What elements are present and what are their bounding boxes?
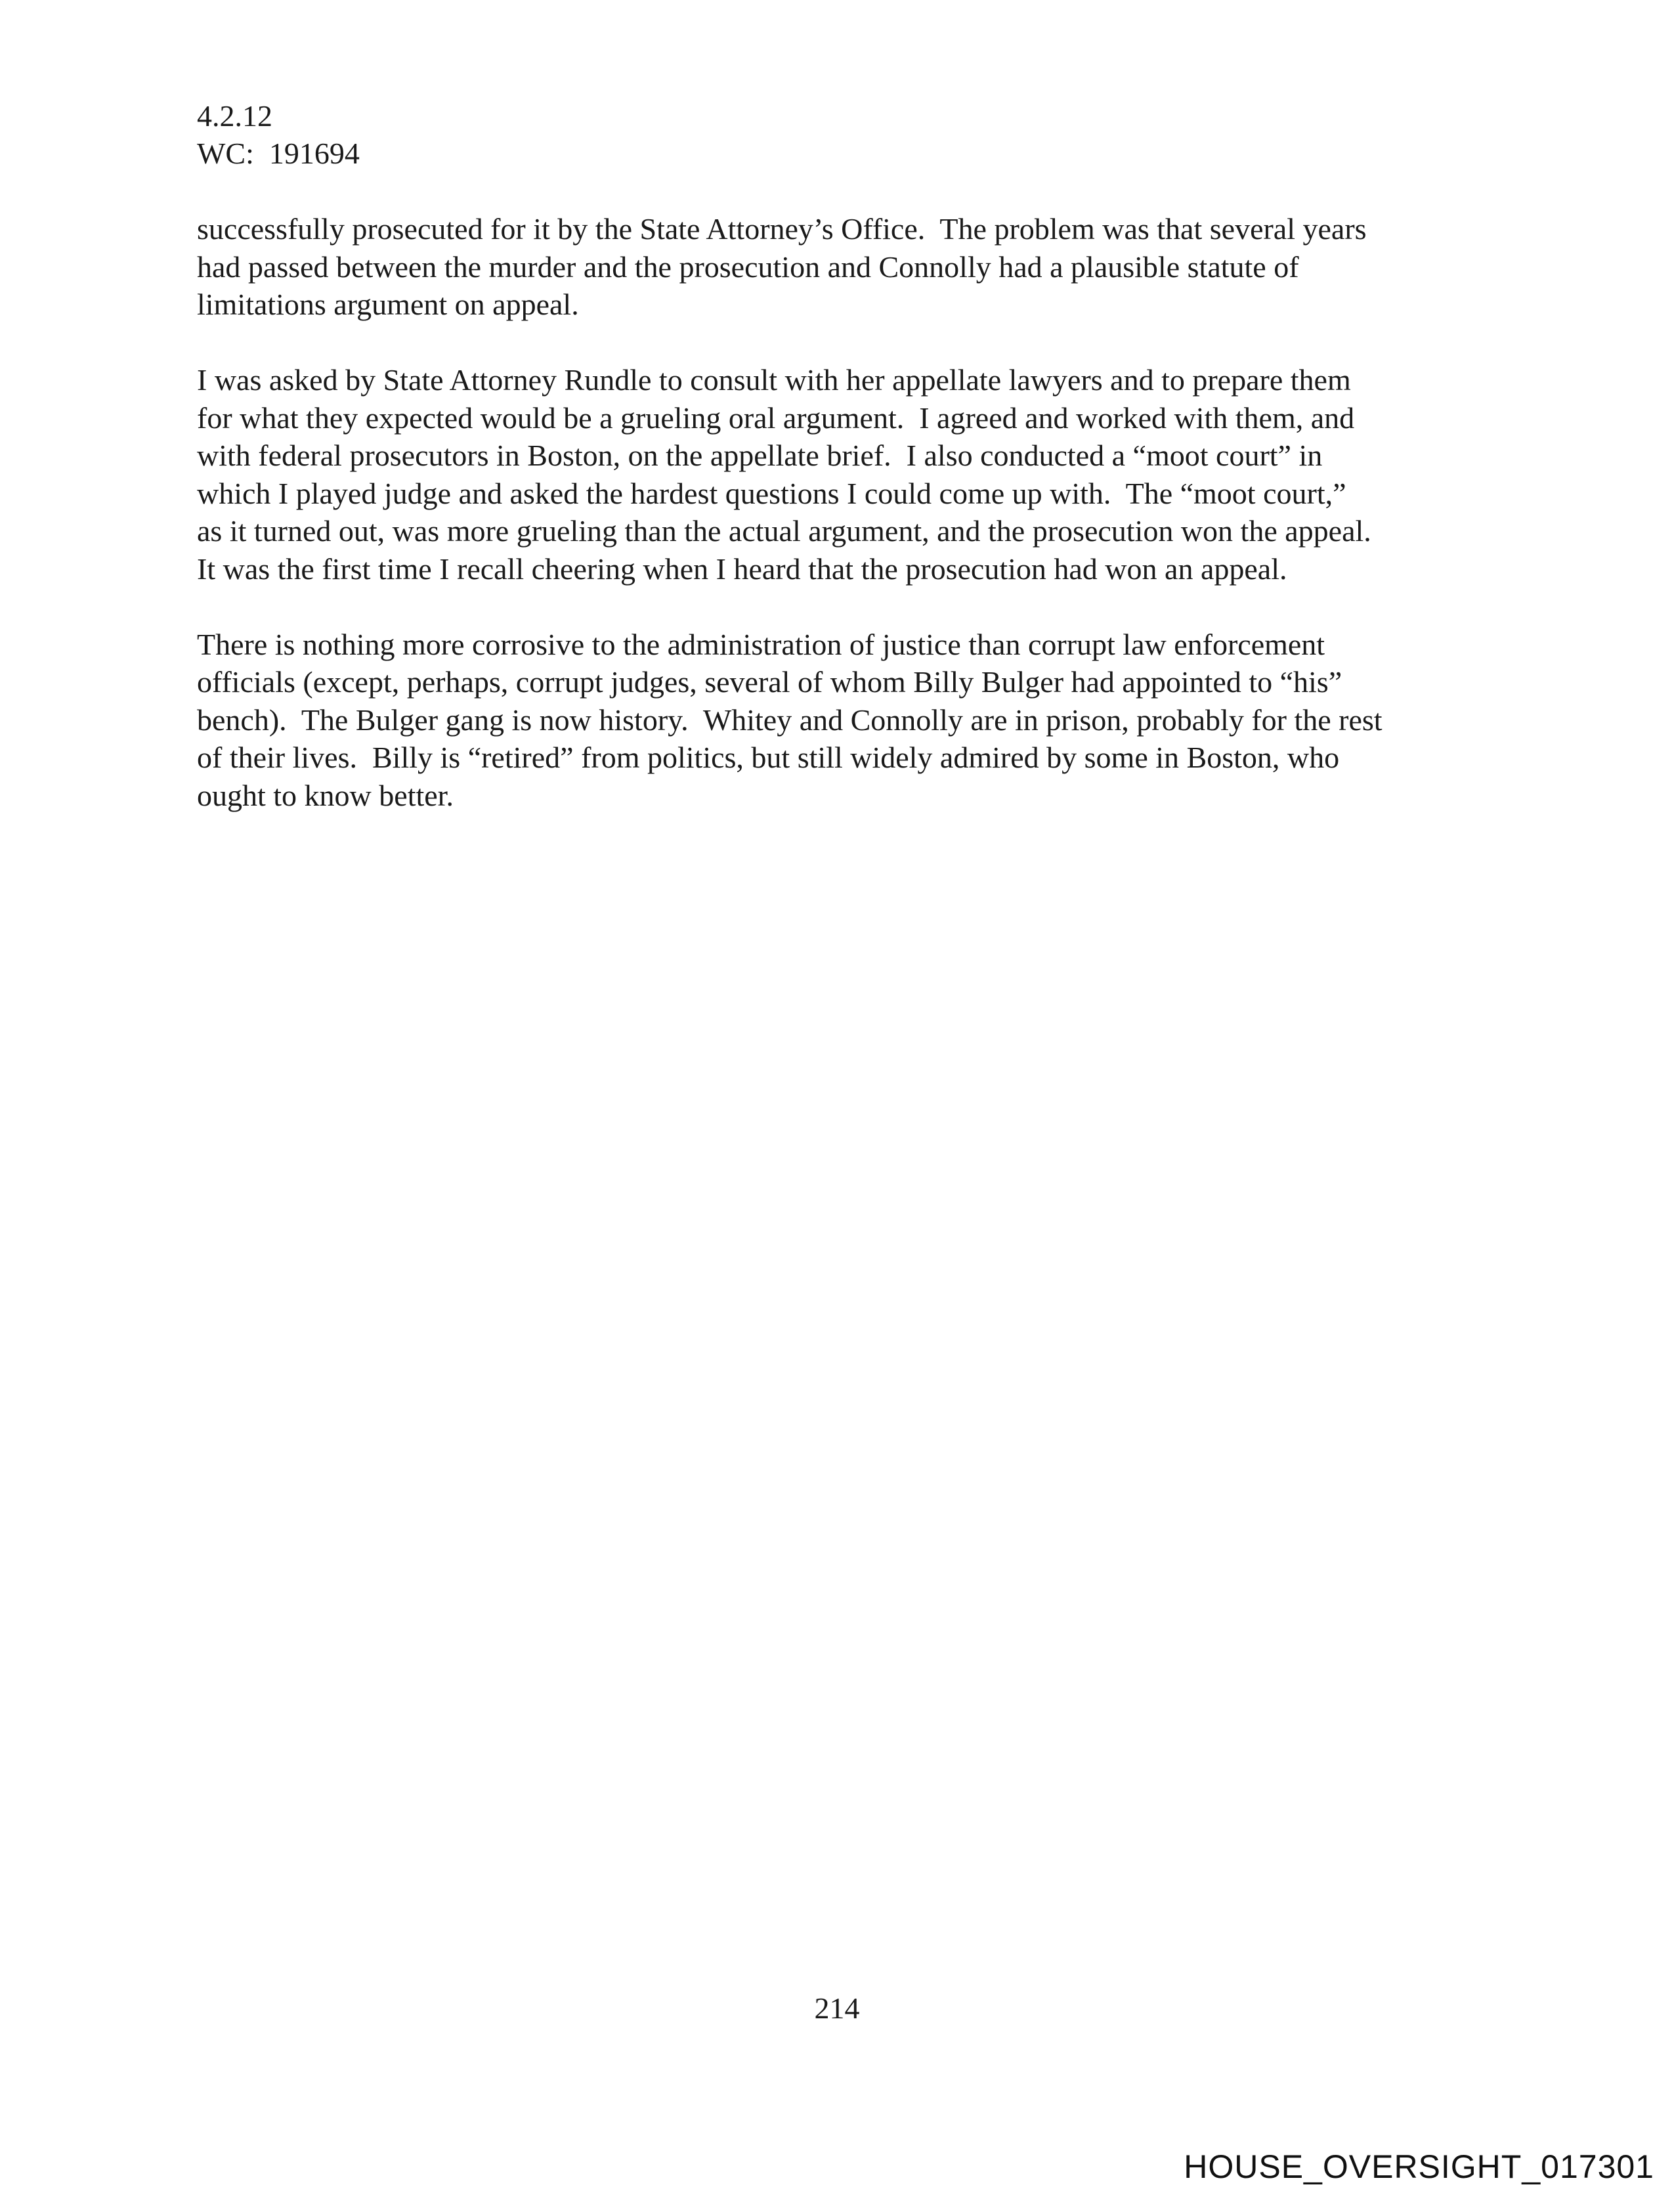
paragraph-line: There is nothing more corrosive to the administration of justice than corrupt law enforcement [197, 627, 1325, 661]
paragraph-line: bench). The Bulger gang is now history. Whitey and Connolly are in prison, probably for the rest [197, 703, 1383, 737]
paragraph-line: limitations argument on appeal. [197, 288, 579, 321]
paragraph-line: as it turned out, was more grueling than the actual argument, and the prosecution won the appeal. [197, 514, 1371, 548]
paragraph-line: successfully prosecuted for it by the State Attorney’s Office. The problem was that several years [197, 212, 1367, 246]
document-body [197, 210, 1484, 852]
paragraph-1 [197, 210, 1484, 324]
paragraph-line: for what they expected would be a grueling oral argument. I agreed and worked with them, and [197, 401, 1355, 435]
paragraph-line: ought to know better. [197, 778, 454, 812]
paragraph-line: with federal prosecutors in Boston, on the appellate brief. I also conducted a “moot court” in [197, 439, 1323, 472]
paragraph-line: I was asked by State Attorney Rundle to consult with her appellate lawyers and to prepare them [197, 363, 1351, 397]
paragraph-line: of their lives. Billy is “retired” from politics, but still widely admired by some in Boston, who [197, 741, 1340, 774]
page-number: 214 [814, 1991, 860, 2025]
paragraph-line: which I played judge and asked the hardest questions I could come up with. The “moot court,” [197, 476, 1346, 510]
bates-number: HOUSE_OVERSIGHT_017301 [1184, 2148, 1654, 2185]
paragraph-line: had passed between the murder and the prosecution and Connolly had a plausible statute of [197, 249, 1299, 284]
paragraph-3 [197, 626, 1484, 815]
document-header [197, 97, 360, 172]
paragraph-line: It was the first time I recall cheering when I heard that the prosecution had won an appeal. [197, 552, 1287, 586]
header-date: 4.2.12 [197, 99, 272, 133]
header-word-count: WC: 191694 [197, 137, 360, 170]
paragraph-line: officials (except, perhaps, corrupt judges, several of whom Billy Bulger had appointed to “his” [197, 665, 1342, 699]
paragraph-2 [197, 361, 1484, 588]
